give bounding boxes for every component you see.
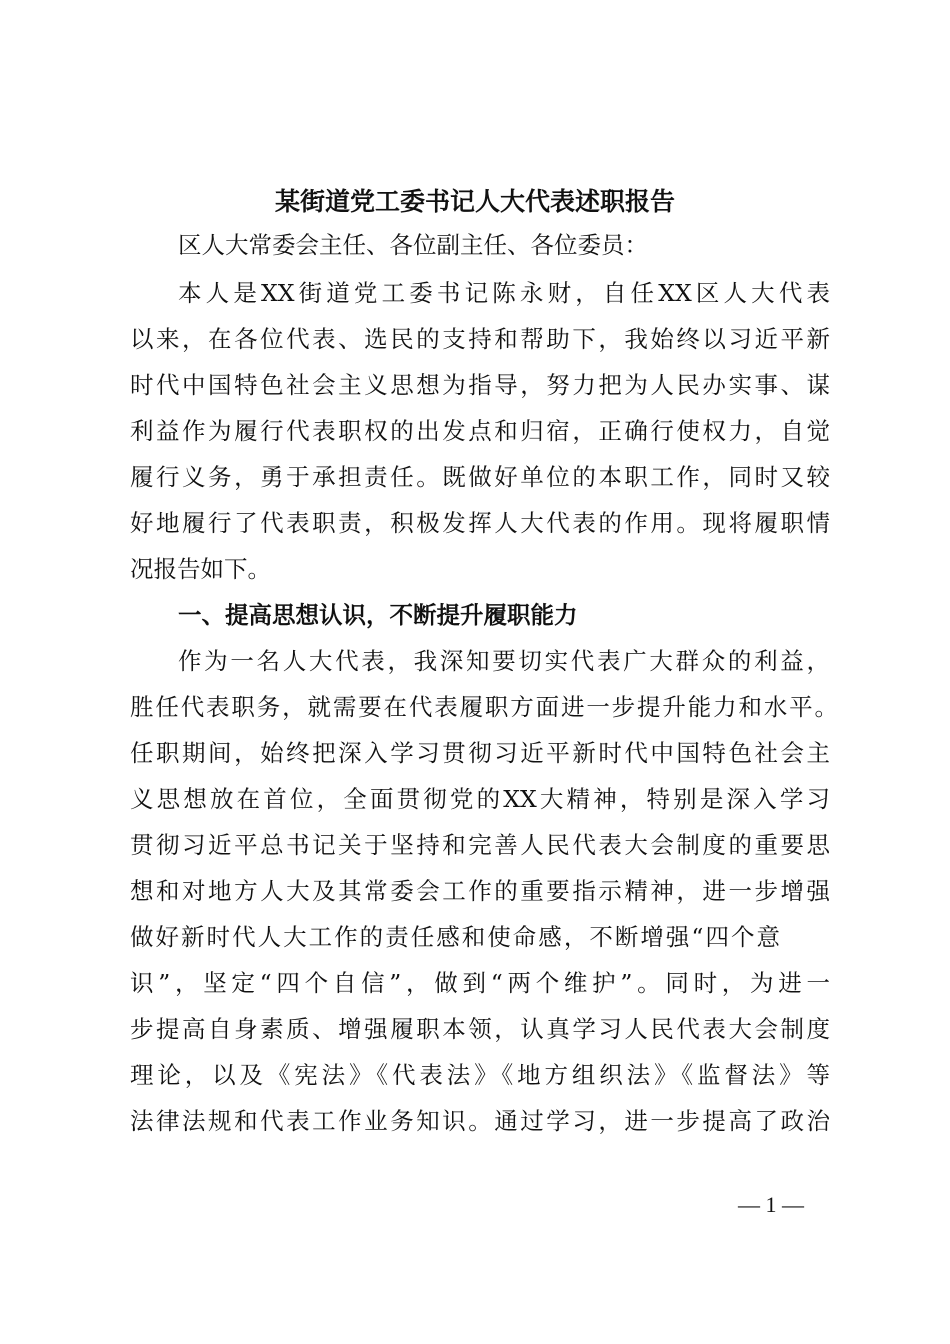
paragraph-2-line-11: 法律法规和代表工作业务知识。通过学习，进一步提高了政治 (130, 1107, 830, 1135)
page-number: — 1 — (738, 1192, 804, 1217)
paragraph-2-line-2: 胜任代表职务，就需要在代表履职方面进一步提升能力和水平。 (130, 693, 838, 721)
paragraph-2-line-7: 做好新时代人大工作的责任感和使命感，不断增强“四个意 (130, 923, 780, 951)
document-title: 某街道党工委书记人大代表述职报告 (274, 187, 675, 216)
paragraph-1-line-2: 以来，在各位代表、选民的支持和帮助下，我始终以习近平新 (130, 325, 830, 353)
paragraph-2-line-10: 理论，以及《宪法》《代表法》《地方组织法》《监督法》等 (130, 1061, 830, 1089)
paragraph-1-line-1: 本人是XX街道党工委书记陈永财，自任XX区人大代表 (178, 279, 830, 307)
paragraph-2-line-3: 任职期间，始终把深入学习贯彻习近平新时代中国特色社会主 (130, 739, 830, 767)
paragraph-1-line-7: 况报告如下。 (130, 555, 271, 583)
section-1-heading: 一、提高思想认识，不断提升履职能力 (178, 601, 578, 629)
paragraph-2-line-8: 识”，坚定“四个自信”，做到“两个维护”。同时，为进一 (130, 969, 830, 997)
paragraph-2-line-4: 义思想放在首位，全面贯彻党的XX大精神，特别是深入学习 (130, 785, 830, 813)
paragraph-1-line-4: 利益作为履行代表职权的出发点和归宿，正确行使权力，自觉 (130, 417, 830, 445)
paragraph-1-line-6: 好地履行了代表职责，积极发挥人大代表的作用。现将履职情 (130, 509, 830, 537)
paragraph-2-line-1: 作为一名人大代表，我深知要切实代表广大群众的利益， (178, 647, 830, 675)
paragraph-1-line-5: 履行义务，勇于承担责任。既做好单位的本职工作，同时又较 (130, 463, 830, 491)
paragraph-2-line-6: 想和对地方人大及其常委会工作的重要指示精神，进一步增强 (130, 877, 830, 905)
paragraph-2-line-5: 贯彻习近平总书记关于坚持和完善人民代表大会制度的重要思 (130, 831, 830, 859)
paragraph-1-line-3: 时代中国特色社会主义思想为指导，努力把为人民办实事、谋 (130, 371, 830, 399)
paragraph-2-line-9: 步提高自身素质、增强履职本领，认真学习人民代表大会制度 (130, 1015, 830, 1043)
salutation: 区人大常委会主任、各位副主任、各位委员： (178, 231, 648, 259)
